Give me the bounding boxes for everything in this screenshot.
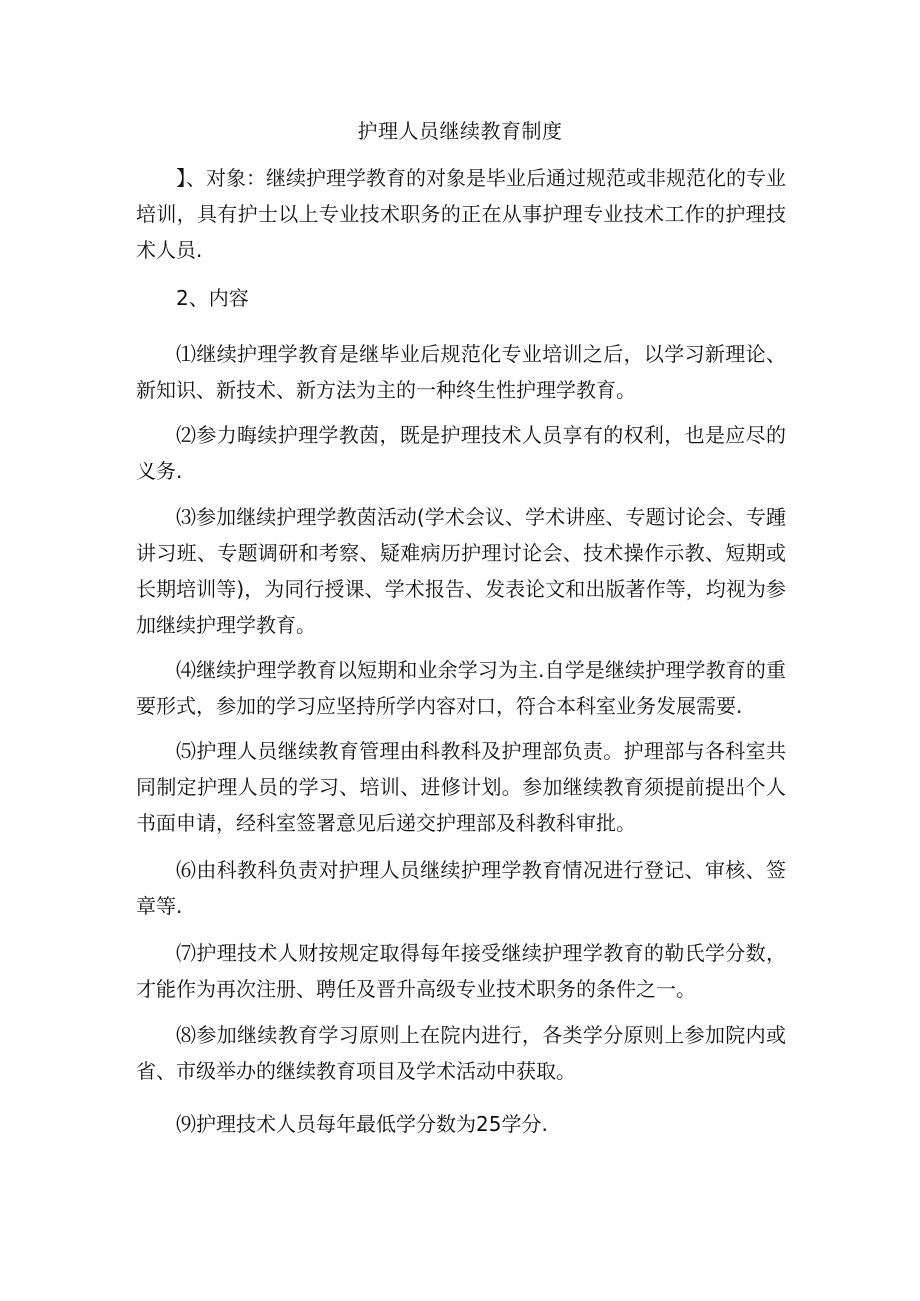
paragraph-item-5: ⑸护理人员继续教育管理由科教科及护理部负责。护理部与各科室共同制定护理人员的学习、培训、进修计划。参加继续教育须提前提出个人书面申请，经科室签署意见后递交护理部及科教科审批。 xyxy=(136,739,786,835)
paragraph-item-9: ⑼护理技术人员每年最低学分数为25学分. xyxy=(176,1112,548,1136)
paragraph-content-heading: 2、内容 xyxy=(176,286,249,310)
paragraph-item-3: ⑶参加继续护理学教茵活动(学术会议、学术讲座、专题讨论会、专踵讲习班、专题调研和考察、疑难病历护理讨论会、技术操作示教、短期或长期培训等)，为同行授课、学术报告、发表论文和出版著作等，均视为参加继续护理学教育。 xyxy=(136,505,786,637)
paragraph-item-7: ⑺护理技术人财按规定取得每年接受继续护理学教育的勒氏学分数，才能作为再次注册、聘任及晋升高级专业技术职务的条件之一。 xyxy=(136,941,786,1001)
paragraph-item-8: ⑻参加继续教育学习原则上在院内进行，各类学分原则上参加院内或省、市级举办的继续教育项目及学术活动中获取。 xyxy=(136,1023,786,1083)
paragraph-item-1: ⑴继续护理学教育是继毕业后规范化专业培训之后，以学习新理论、新知识、新技术、新方法为主的一种终生性护理学教育。 xyxy=(136,342,786,402)
paragraph-item-6: ⑹由科教科负责对护理人员继续护理学教育情况进行登记、审核、签章等. xyxy=(136,858,786,918)
paragraph-object: 】、对象：继续护理学教育的对象是毕业后通过规范或非规范化的专业培训，具有护士以上专业技术职务的正在从事护理专业技术工作的护理技术人员. xyxy=(136,166,786,262)
page-title: 护理人员继续教育制度 xyxy=(357,119,563,143)
paragraph-item-4: ⑷继续护理学教育以短期和业余学习为主.自学是继续护理学教育的重要形式，参加的学习应坚持所学内容对口，符合本科室业务发展需要. xyxy=(136,658,786,718)
paragraph-item-2: ⑵参力晦续护理学教茵，既是护理技术人员享有的权利，也是应尽的义务. xyxy=(136,423,786,483)
